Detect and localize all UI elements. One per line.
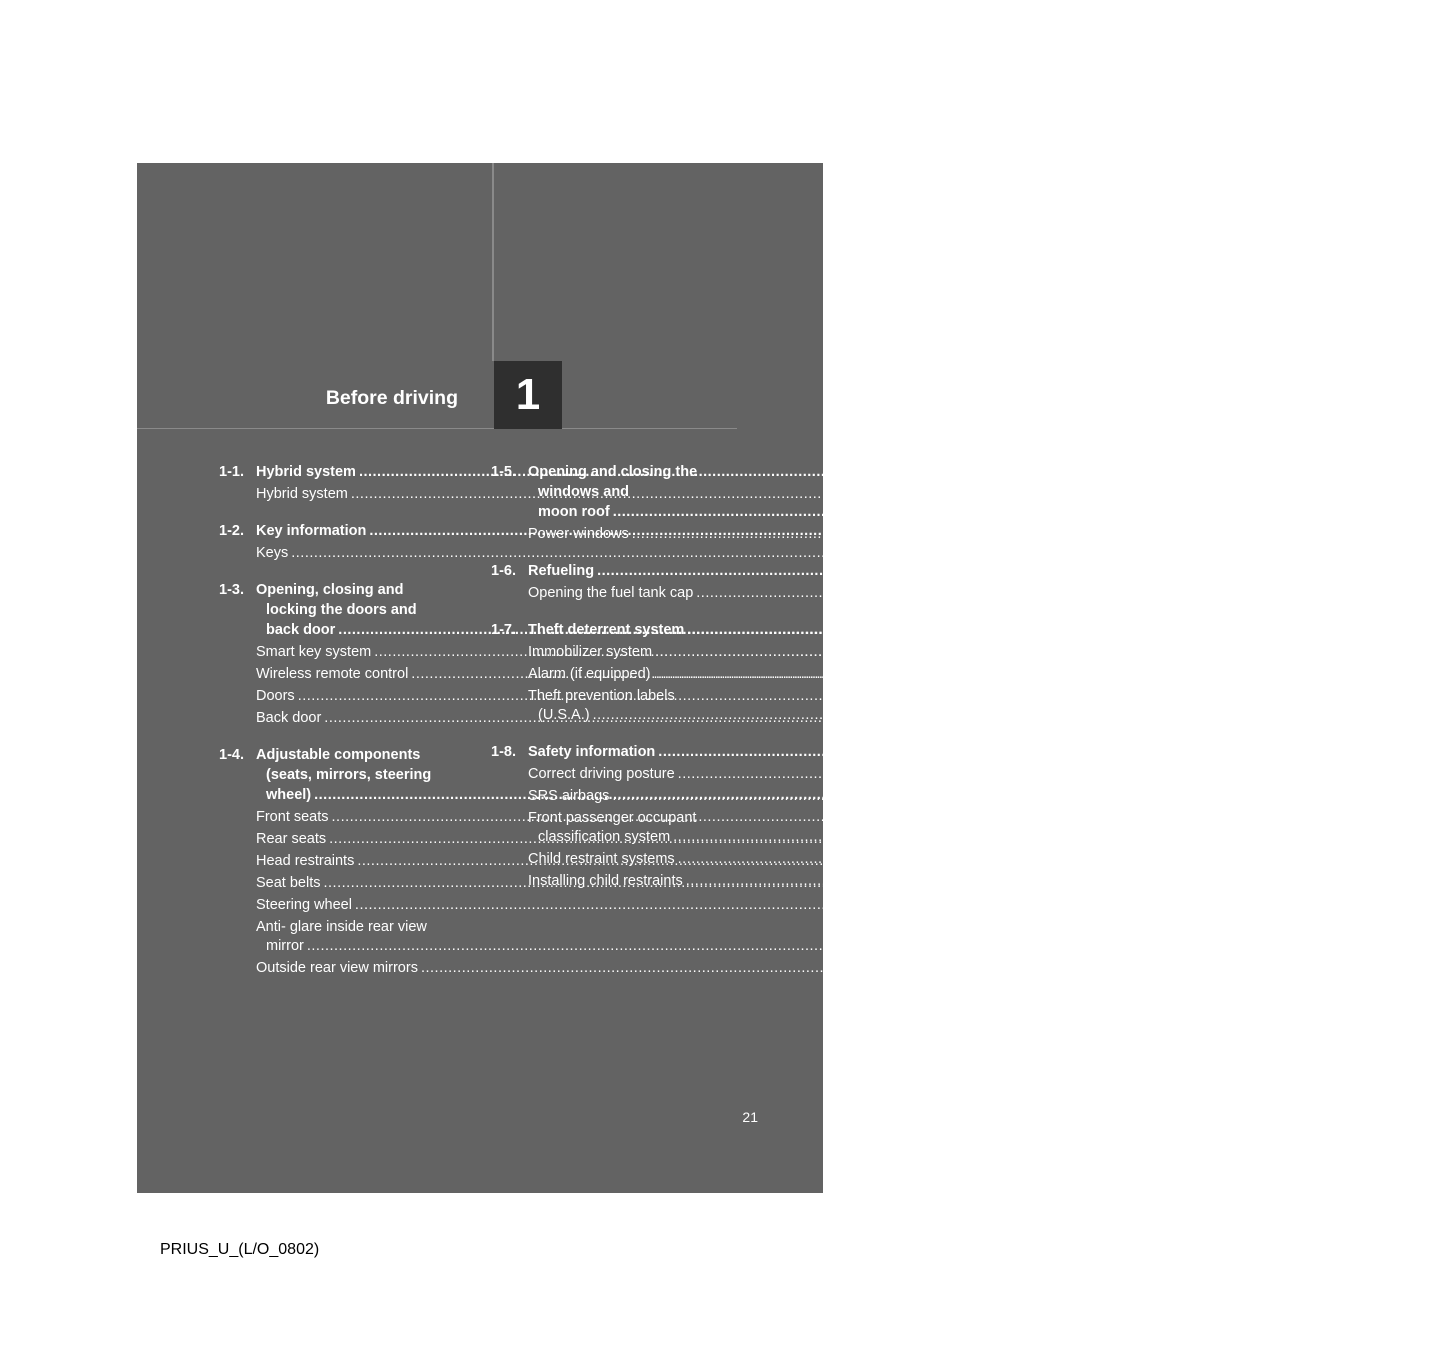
entry-title: Power windows xyxy=(528,526,629,542)
entry-title: Child restraint systems xyxy=(528,851,675,867)
entry-title: Installing child restraints xyxy=(528,873,683,889)
entry-page: 73 xyxy=(1148,960,1165,976)
entry-title: Keys xyxy=(256,545,289,561)
entry-title: mirror xyxy=(266,938,304,954)
dot-leader xyxy=(593,706,1318,725)
dot-leader xyxy=(678,850,1403,869)
header-rule xyxy=(137,428,737,429)
entry-title: Front seats xyxy=(256,809,329,825)
dot-leader xyxy=(687,620,1412,640)
entry-title: classification system xyxy=(538,829,671,845)
section-number: 1-3. xyxy=(219,582,244,598)
section-title-line: Opening, closing and xyxy=(256,582,404,598)
dot-leader xyxy=(632,525,1357,544)
toc-entry[interactable] xyxy=(256,918,1051,956)
toc-entry[interactable] xyxy=(528,584,1440,603)
entry-title: (U.S.A.) xyxy=(538,707,590,723)
entry-title: Outside rear view mirrors xyxy=(256,960,418,976)
dot-leader xyxy=(421,959,1146,978)
panel-divider-vertical xyxy=(492,163,494,361)
section-heading[interactable] xyxy=(491,561,1341,581)
dot-leader xyxy=(696,584,1421,603)
section-page: 57 xyxy=(1041,787,1058,803)
section-page: 87 xyxy=(1385,744,1403,760)
entry-page: 59 xyxy=(1056,831,1073,847)
entry-page: 75 xyxy=(1359,526,1376,542)
dot-leader xyxy=(678,765,1403,784)
section-title-line: back door xyxy=(266,622,336,638)
entry-title: Back door xyxy=(256,710,322,726)
section-page: 81 xyxy=(1414,622,1432,638)
dot-leader xyxy=(613,502,1338,522)
section-page: 34 xyxy=(1096,523,1114,539)
entry-title: Smart key system xyxy=(256,644,372,660)
entry-page: 107 xyxy=(1405,851,1430,867)
entry-title: Immobilizer system xyxy=(528,644,653,660)
entry-title: Wireless remote control xyxy=(256,666,409,682)
entry-title: Steering wheel xyxy=(256,897,352,913)
entry-title: Seat belts xyxy=(256,875,321,891)
dot-leader xyxy=(655,643,1380,662)
toc-entry[interactable] xyxy=(256,544,1035,563)
entry-page: 34 xyxy=(1018,545,1035,561)
toc-entry[interactable] xyxy=(256,959,1165,978)
section-number: 1-1. xyxy=(219,464,244,480)
entry-page: 57 xyxy=(1059,809,1076,825)
section-number: 1-4. xyxy=(219,747,244,763)
section-title-line: Safety information xyxy=(528,744,656,760)
dot-leader xyxy=(597,561,1322,581)
entry-title: Theft prevention labels xyxy=(528,688,675,704)
dot-leader xyxy=(658,742,1383,762)
section-number: 1-2. xyxy=(219,523,244,539)
entry-page: 64 xyxy=(1051,875,1068,891)
section-page: 36 xyxy=(1065,622,1083,638)
entry-title: Alarm (if equipped) xyxy=(528,666,651,682)
entry-page: 49 xyxy=(1138,666,1156,682)
section-title xyxy=(528,742,1402,762)
toc-section xyxy=(491,561,1440,603)
entry-page: 110 xyxy=(1413,873,1437,889)
section-title-line: windows and xyxy=(538,484,630,500)
dot-leader xyxy=(673,828,1398,847)
entry-page: 71 xyxy=(1034,938,1051,954)
entry-page: 87 xyxy=(1405,766,1422,782)
section-page: 22 xyxy=(1086,464,1103,480)
entry-page: 62 xyxy=(1084,853,1102,869)
page-number: 21 xyxy=(742,1109,758,1125)
entry-page: 86 xyxy=(1320,707,1337,723)
entry-title: SRS airbags xyxy=(528,788,610,804)
section-title-line: wheel) xyxy=(266,787,312,803)
section-title xyxy=(528,620,1431,640)
section-title-line: Key information xyxy=(256,523,367,539)
entry-title: Correct driving posture xyxy=(528,766,675,782)
entry-page: 36 xyxy=(1101,644,1118,660)
entry-page: 22 xyxy=(1078,486,1095,502)
dot-leader xyxy=(686,872,1411,891)
chapter-title: Before driving xyxy=(325,387,458,409)
section-heading[interactable] xyxy=(491,742,1403,762)
entry-title: Rear seats xyxy=(256,831,327,847)
section-page: 75 xyxy=(1340,504,1357,520)
section-title-line: Refueling xyxy=(528,563,595,579)
entry-page: 54 xyxy=(1051,710,1069,726)
entry-page: 101 xyxy=(1400,829,1425,845)
section-items xyxy=(491,584,1440,603)
entry-title: Anti- glare inside rear view xyxy=(256,919,427,935)
section-title-line: Theft deterrent system xyxy=(528,622,685,638)
document-code: PRIUS_U_(L/O_0802) xyxy=(160,1241,320,1258)
entry-title: Front passenger occupant xyxy=(528,810,697,826)
entry-title: Hybrid system xyxy=(256,486,348,502)
entry-page: 89 xyxy=(1339,788,1357,804)
section-title-line: (seats, mirrors, steering xyxy=(266,767,432,783)
section-number: 1-5. xyxy=(491,464,516,480)
toc-entry[interactable] xyxy=(256,896,1099,915)
entry-page: 78 xyxy=(1423,585,1440,601)
section-page: 78 xyxy=(1324,563,1341,579)
entry-page: 51 xyxy=(1025,688,1042,704)
section-number: 1-8. xyxy=(491,744,516,760)
entry-page: 84 xyxy=(1381,666,1398,682)
section-title-line: Opening and closing the xyxy=(528,464,698,480)
entry-title: Opening the fuel tank cap xyxy=(528,585,694,601)
toc-entry[interactable] xyxy=(528,765,1422,784)
section-title-line: Hybrid system xyxy=(256,464,356,480)
entry-title: Head restraints xyxy=(256,853,355,869)
section-items xyxy=(219,544,1035,563)
section-number: 1-7. xyxy=(491,622,516,638)
entry-title: Doors xyxy=(256,688,295,704)
section-title-line: locking the doors and xyxy=(266,602,417,618)
chapter-number-badge: 1 xyxy=(494,361,562,429)
section-number: 1-6. xyxy=(491,563,516,579)
dot-leader xyxy=(654,665,1379,684)
dot-leader xyxy=(612,787,1337,806)
entry-page: 81 xyxy=(1382,644,1399,660)
entry-page: 70 xyxy=(1082,897,1099,913)
section-title xyxy=(528,561,1341,581)
section-title xyxy=(528,462,1356,522)
section-title-line: moon roof xyxy=(538,504,610,520)
section-title-line: Adjustable components xyxy=(256,747,421,763)
dot-leader xyxy=(307,937,1032,956)
